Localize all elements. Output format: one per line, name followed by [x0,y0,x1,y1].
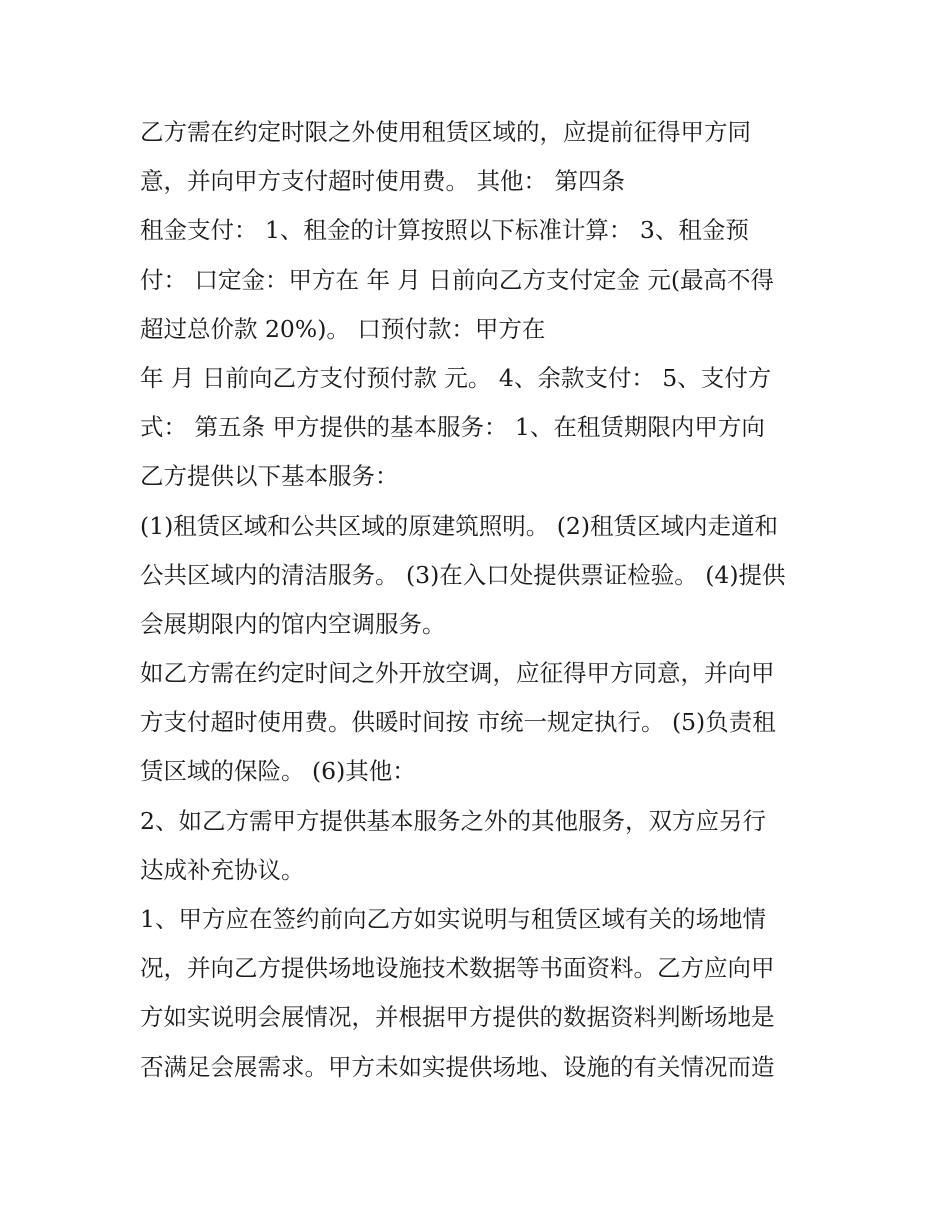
document-body [140,108,820,1092]
text-line: 意，并向甲方支付超时使用费。 其他： 第四条 [140,167,625,196]
text-line: 式： 第五条 甲方提供的基本服务： 1、在租赁期限内甲方向 [140,413,765,442]
text-line: 年 月 日前向乙方支付预付款 元。 4、余款支付： 5、支付方 [140,363,772,392]
text-line: 公共区域内的清洁服务。 (3)在入口处提供票证检验。 (4)提供 [140,560,786,589]
text-line: 租金支付： 1、租金的计算按照以下标准计算： 3、租金预 [140,216,749,245]
text-line: 如乙方需在约定时间之外开放空调，应征得甲方同意，并向甲 [140,659,775,688]
text-line: 否满足会展需求。甲方未如实提供场地、设施的有关情况而造 [140,1052,775,1081]
text-line: 方如实说明会展情况，并根据甲方提供的数据资料判断场地是 [140,1003,775,1032]
text-line: 付： 口定金：甲方在 年 月 日前向乙方支付定金 元(最高不得 [140,265,775,294]
text-line: 达成补充协议。 [140,855,305,884]
text-line: 方支付超时使用费。供暖时间按 市统一规定执行。 (5)负责租 [140,708,776,737]
text-line: 况，并向乙方提供场地设施技术数据等书面资料。乙方应向甲 [140,954,775,983]
text-line: 1、甲方应在签约前向乙方如实说明与租赁区域有关的场地情 [140,905,766,933]
text-line: 赁区域的保险。 (6)其他： [140,757,416,786]
text-line: 乙方提供以下基本服务： [140,462,399,491]
text-line: (1)租赁区域和公共区域的原建筑照明。 (2)租赁区域内走道和 [140,511,779,540]
text-line: 会展期限内的馆内空调服务。 [140,609,446,638]
text-line: 乙方需在约定时限之外使用租赁区域的，应提前征得甲方同 [140,118,751,146]
text-line: 2、如乙方需甲方提供基本服务之外的其他服务，双方应另行 [140,806,766,835]
text-line: 超过总价款 20%)。 口预付款：甲方在 [140,314,546,343]
